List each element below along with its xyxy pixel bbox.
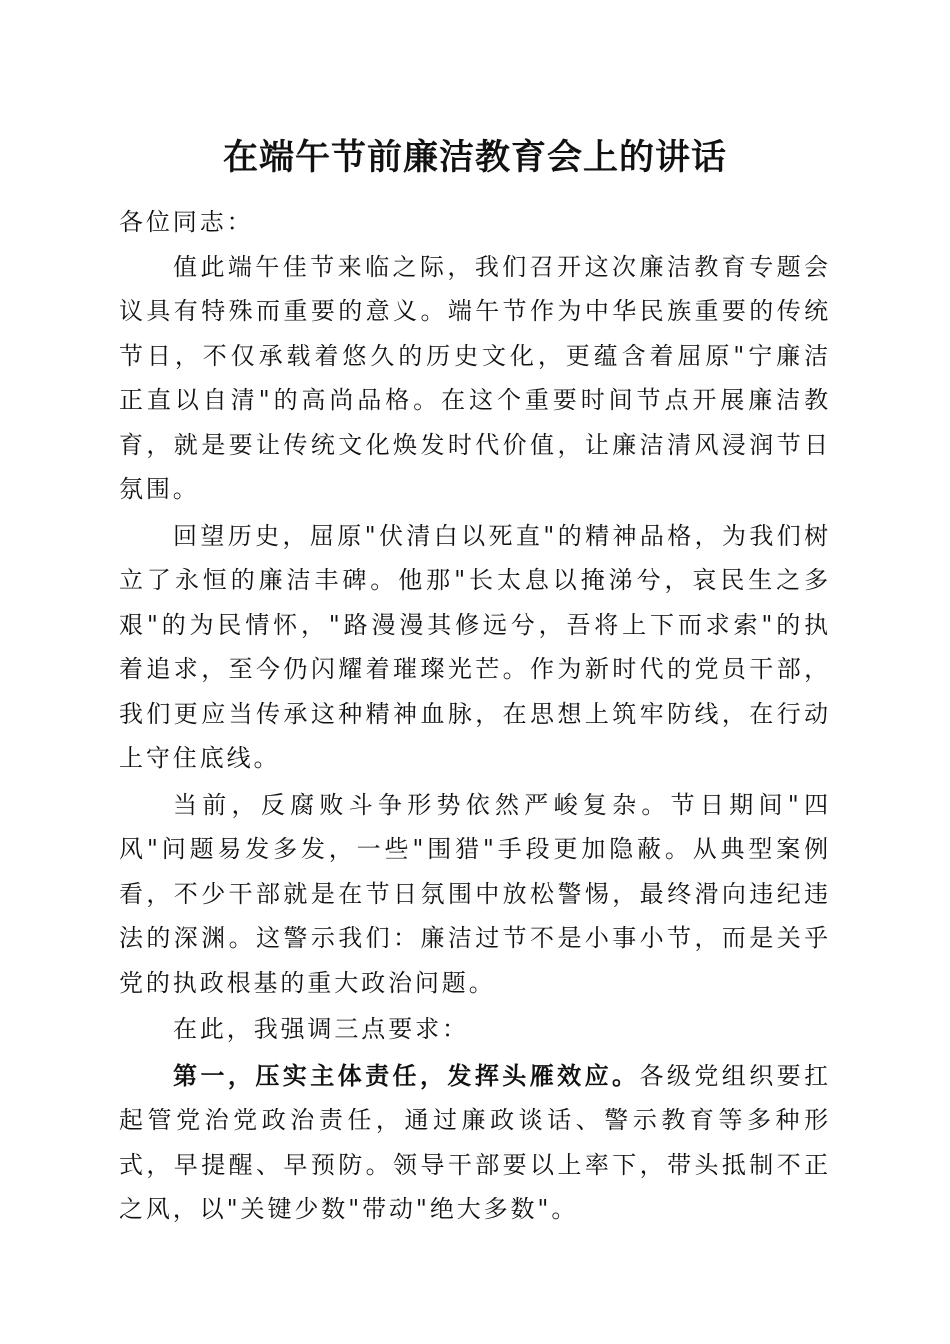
document-title: 在端午节前廉洁教育会上的讲话 <box>222 137 727 178</box>
paragraph-point-one <box>119 1054 831 1232</box>
paragraph-history: 回望历史，屈原"伏清白以死直"的精神品格，为我们树立了永恒的廉洁丰碑。他那"长太息以掩涕兮，哀民生之多艰"的为民情怀，"路漫漫其修远兮，吾将上下而求索"的执着追求，至今仍闪耀着璀璨光芒。作为新时代的党员干部，我们更应当传承这种精神血脉，在思想上筑牢防线，在行动上守住底线。 <box>119 521 831 772</box>
paragraph-situation: 当前，反腐败斗争形势依然严峻复杂。节日期间"四风"问题易发多发，一些"围猎"手段更加隐蔽。从典型案例看，不少干部就是在节日氛围中放松警惕，最终滑向违纪违法的深渊。这警示我们：廉洁过节不是小事小节，而是关乎党的执政根基的重大政治问题。 <box>119 790 831 997</box>
salutation: 各位同志： <box>119 208 254 236</box>
point-one-text: 各级党组织要扛起管党治党政治责任，通过廉政谈话、警示教育等多种形式，早提醒、早预防。领导干部要以上率下，带头抵制不正之风，以"关键少数"带动"绝大多数"。 <box>119 1061 831 1223</box>
paragraph-requirements-intro: 在此，我强调三点要求： <box>173 1015 469 1043</box>
document-body <box>119 200 831 1232</box>
paragraph-opening: 值此端午佳节来临之际，我们召开这次廉洁教育专题会议具有特殊而重要的意义。端午节作为中华民族重要的传统节日，不仅承载着悠久的历史文化，更蕴含着屈原"宁廉洁正直以自清"的高尚品格。在这个重要时间节点开展廉洁教育，就是要让传统文化焕发时代价值，让廉洁清风浸润节日氛围。 <box>119 252 831 503</box>
point-one-lead: 第一，压实主体责任，发挥头雁效应。 <box>173 1060 640 1090</box>
